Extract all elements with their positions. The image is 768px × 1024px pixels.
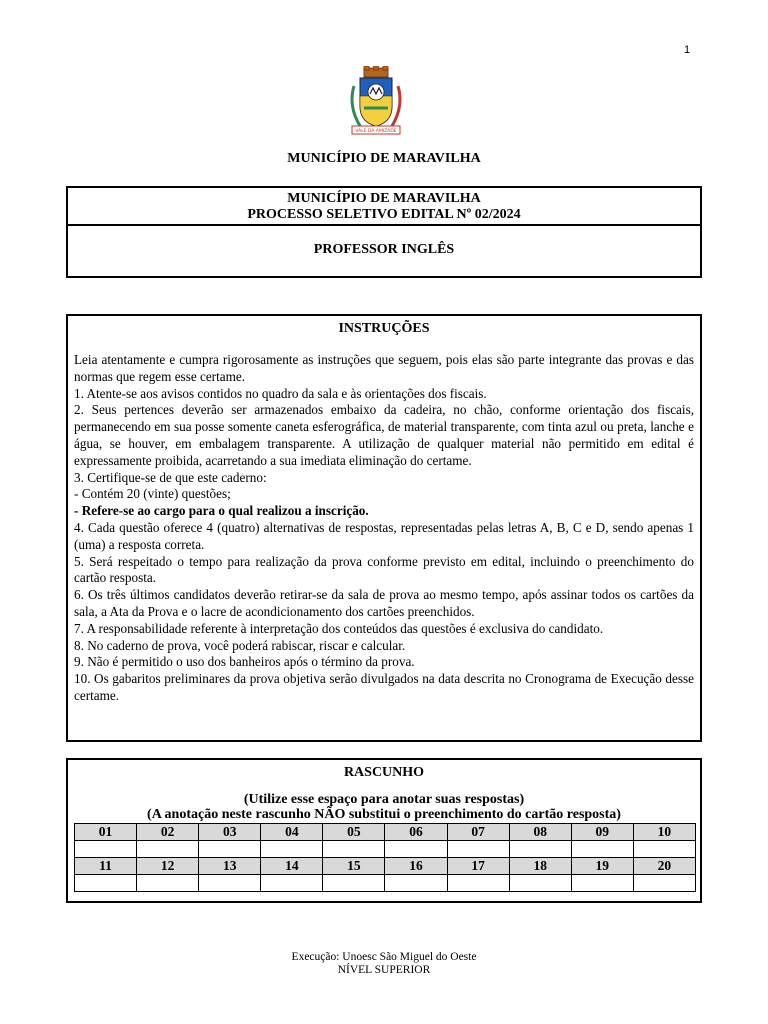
answer-cell: [385, 841, 447, 858]
answer-cell: [261, 875, 323, 892]
rascunho-instruction: (Utilize esse espaço para anotar suas respostas): [243, 792, 525, 807]
answer-grid: [74, 823, 696, 892]
answer-cell: [137, 875, 199, 892]
answer-cell: [571, 875, 633, 892]
question-number: 01: [75, 824, 137, 841]
answer-cell: [199, 841, 261, 858]
answer-cell: [447, 875, 509, 892]
question-number: 14: [261, 858, 323, 875]
rascunho-box: [66, 758, 702, 903]
instruction-item: 6. Os três últimos candidatos deverão retirar-se da sala de prova ao mesmo tempo, após assinar todos os cartões da sala, a Ata da Prova e o lacre de acondicionamento dos cartões preenchidos.: [74, 587, 694, 619]
page-footer: [0, 951, 768, 977]
question-number: 17: [447, 858, 509, 875]
question-number: 11: [75, 858, 137, 875]
question-number: 19: [571, 858, 633, 875]
answer-cell: [633, 841, 695, 858]
footer-execution: Execução: Unoesc São Miguel do Oeste: [291, 951, 477, 963]
question-number: 10: [633, 824, 695, 841]
answer-cell: [75, 841, 137, 858]
question-number: 09: [571, 824, 633, 841]
instruction-item: 10. Os gabaritos preliminares da prova objetiva serão divulgados na data descrita no Cronograma de Execução desse certame.: [74, 671, 694, 703]
question-number: 08: [509, 824, 571, 841]
municipal-coat-of-arms-icon: [346, 66, 406, 136]
answer-cell: [509, 841, 571, 858]
answer-cell: [323, 875, 385, 892]
footer-level: NÍVEL SUPERIOR: [337, 964, 431, 976]
answer-cell: [137, 841, 199, 858]
instruction-intro: Leia atentamente e cumpra rigorosamente as instruções que seguem, pois elas são parte integrante das provas e das normas que regem esse certame.: [74, 352, 694, 384]
rascunho-title: RASCUNHO: [343, 765, 425, 780]
answer-cell: [323, 841, 385, 858]
instruction-item-bold: - Refere-se ao cargo para o qual realizou a inscrição.: [74, 503, 369, 519]
question-number: 12: [137, 858, 199, 875]
question-number: 04: [261, 824, 323, 841]
instructions-body: [74, 352, 694, 705]
question-number: 02: [137, 824, 199, 841]
header-cargo: PROFESSOR INGLÊS: [313, 242, 455, 257]
answer-cell: [385, 875, 447, 892]
answer-cell: [509, 875, 571, 892]
question-number: 13: [199, 858, 261, 875]
question-number: 18: [509, 858, 571, 875]
answer-cell: [199, 875, 261, 892]
answer-cell: [571, 841, 633, 858]
instruction-item: 8. No caderno de prova, você poderá rabiscar, riscar e calcular.: [74, 637, 406, 653]
page-number: 1: [684, 44, 691, 56]
instruction-item: 4. Cada questão oferece 4 (quatro) alternativas de respostas, representadas pelas letras A, B, C e D, sendo apenas 1 (uma) a resposta correta.: [74, 519, 694, 552]
question-number: 05: [323, 824, 385, 841]
instructions-box: [66, 314, 702, 742]
answer-cell: [261, 841, 323, 858]
answer-cell: [447, 841, 509, 858]
instruction-item: 2. Seus pertences deverão ser armazenados embaixo da cadeira, no chão, conforme orientação dos fiscais, permanecendo em sua posse somente caneta esferográfica, de material transparente, com tinta azul ou preta, lanche e água, se houver, em embalagem transparente. A utilização de qualquer material não permitido em edital é expressamente proibida, acarretando a sua imediata eliminação do certame.: [74, 402, 694, 468]
instructions-title: INSTRUÇÕES: [338, 321, 430, 336]
question-number: 16: [385, 858, 447, 875]
instruction-item: 9. Não é permitido o uso dos banheiros após o término da prova.: [74, 654, 415, 670]
crest-banner: VALE DA AMIZADE: [355, 129, 397, 134]
instruction-item: 3. Certifique-se de que este caderno:: [74, 469, 267, 485]
answer-cell: [75, 875, 137, 892]
question-number: 03: [199, 824, 261, 841]
instruction-item: 5. Será respeitado o tempo para realização da prova conforme previsto em edital, incluindo o preenchimento do cartão resposta.: [74, 553, 694, 586]
answer-cell: [633, 875, 695, 892]
question-number: 07: [447, 824, 509, 841]
instruction-item: - Contém 20 (vinte) questões;: [74, 486, 231, 502]
question-number: 06: [385, 824, 447, 841]
exam-header-box: [66, 186, 702, 278]
municipality-title: MUNICÍPIO DE MARAVILHA: [287, 151, 481, 166]
question-number: 20: [633, 858, 695, 875]
header-process: PROCESSO SELETIVO EDITAL Nº 02/2024: [247, 207, 521, 222]
exam-header-top: [68, 188, 700, 226]
rascunho-note: (A anotação neste rascunho NÃO substitui o preenchimento do cartão resposta): [147, 807, 621, 822]
instruction-item: 1. Atente-se aos avisos contidos no quadro da sala e às orientações dos fiscais.: [74, 385, 487, 401]
instruction-item: 7. A responsabilidade referente à interpretação dos conteúdos das questões é exclusiva do candidato.: [74, 620, 604, 636]
question-number: 15: [323, 858, 385, 875]
header-municipality: MUNICÍPIO DE MARAVILHA: [287, 191, 481, 206]
